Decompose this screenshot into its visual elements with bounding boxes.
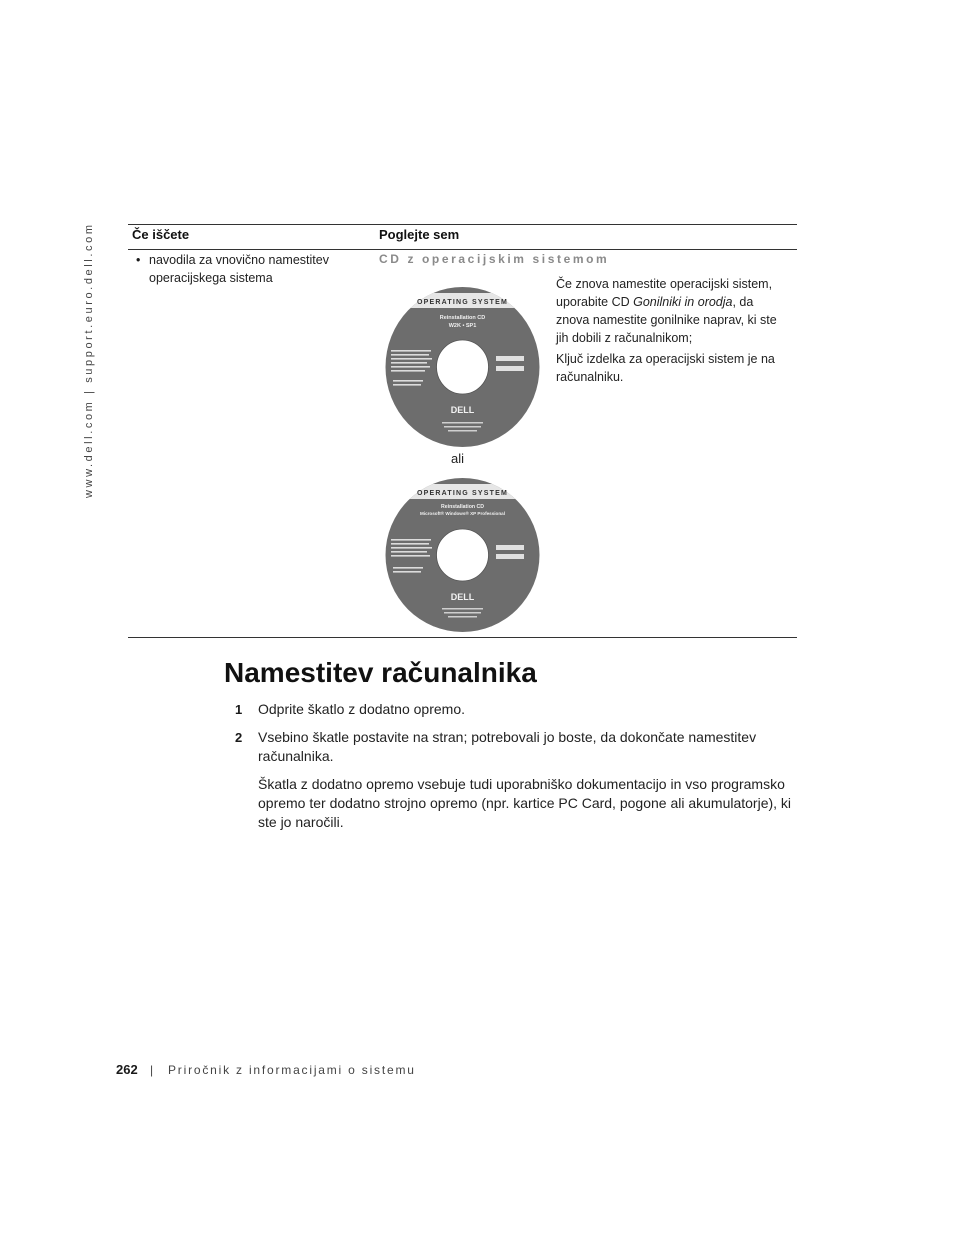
step-number-2: 2 [235,730,243,745]
cd-heading: CD z operacijskim sistemom [379,252,610,266]
cd-image-w2k [385,286,540,448]
table-top-rule [128,224,797,225]
table-bottom-rule [128,637,797,638]
cd-description [556,275,788,347]
sidebar-url: www.dell.com | support.euro.dell.com [83,222,95,498]
cd1-label-box-2 [496,366,524,371]
section-title: Namestitev računalnika [224,657,537,688]
cd1-title-line2: W2K • SP1 [448,323,477,329]
step-number-1: 1 [235,702,243,717]
cd1-label-box [496,356,524,361]
page-number: 262 [116,1062,138,1077]
step-text-2: Vsebino škatle postavite na stran; potrebovali jo boste, da dokončate namestitev računalnika. [258,729,757,764]
cd-description-italic: Gonilniki in orodja [633,295,733,309]
table-header-left: Če iščete [132,227,190,242]
cd-image-winxp [385,477,540,633]
or-label: ali [451,451,465,466]
cd2-label-box [496,545,524,550]
cd-description-part1: Če znova namestite operacijski sistem, uporabite CD [556,277,773,309]
cd2-title-line1: Reinstallation CD [441,504,484,510]
cd2-label-box-2 [496,554,524,559]
bullet-icon: • [136,253,141,267]
search-item-text: navodila za vnovično namestitev operacijskega sistema [149,253,329,285]
cd1-top-band: OPERATING SYSTEM [416,299,509,306]
cd1-title-line1: Reinstallation CD [439,315,486,321]
product-key-note: Ključ izdelka za operacijski sistem je na računalniku. [556,352,775,384]
cd2-title-line2: Microsoft® Windows® XP Professional [419,511,506,516]
step-text-1: Odprite škatlo z dodatno opremo. [258,701,466,717]
cd1-brand-logo: DELL [450,405,475,415]
cd2-top-band: OPERATING SYSTEM [416,490,509,497]
step-note: Škatla z dodatno opremo vsebuje tudi uporabniško dokumentacijo in vso programsko opremo ter dodatno strojno opremo (npr. kartice PC Card, pogone ali akumulatorje), ki ste jo naročili. [258,776,792,830]
footer-title: Priročnik z informacijami o sistemu [168,1063,416,1077]
cd-description-part2: , da znova namestite gonilnike naprav, ki ste jih dobili z računalnikom; [556,295,777,345]
footer-separator: | [150,1063,154,1077]
table-header-right: Poglejte sem [379,227,460,242]
cd2-brand-logo: DELL [450,592,475,602]
table-header-rule [128,249,797,250]
